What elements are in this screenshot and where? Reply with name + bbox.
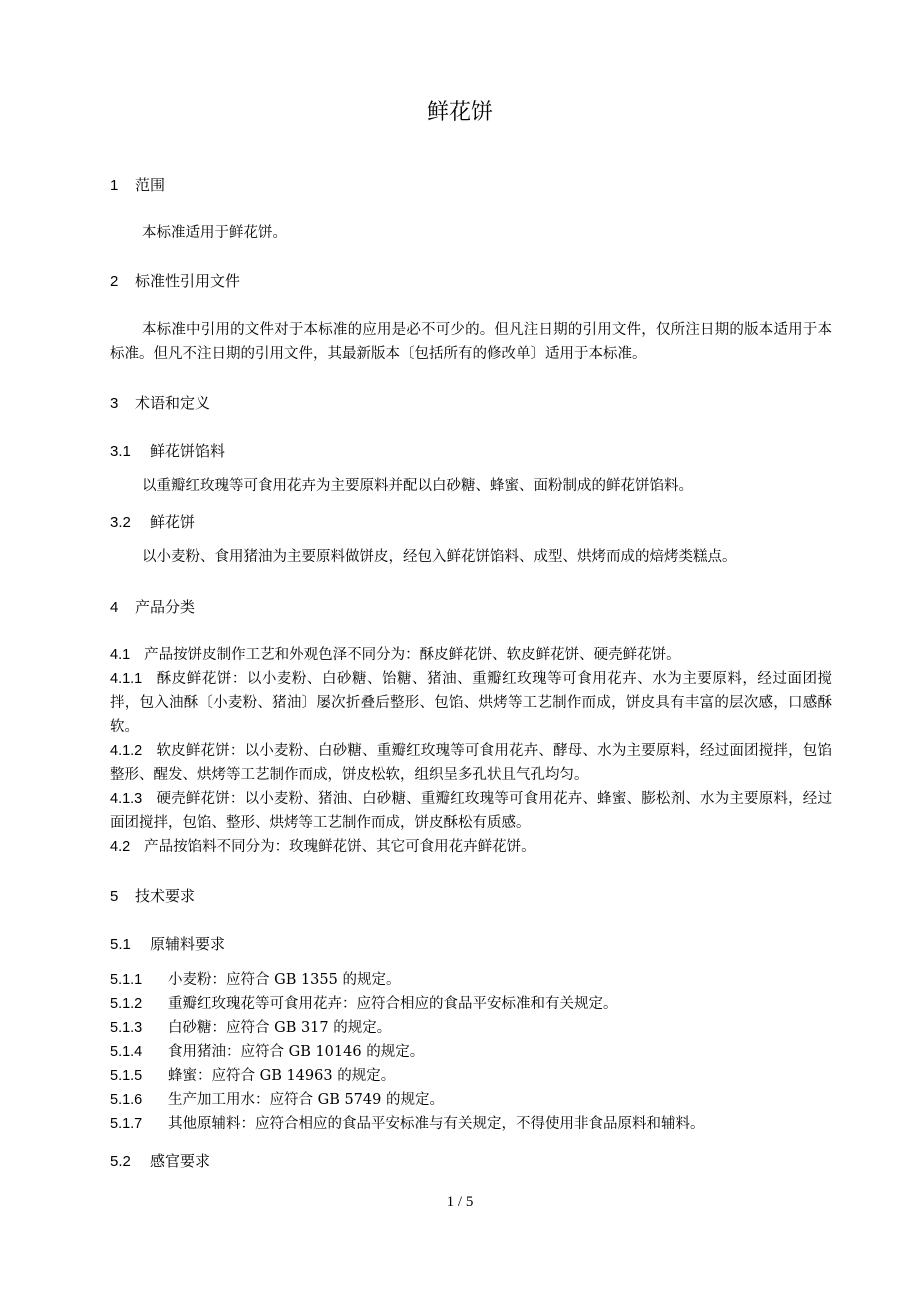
clause-number: 5.1.7 (110, 1116, 143, 1132)
clause-text: 食用猪油：应符合 GB 10146 的规定。 (168, 1044, 425, 1060)
section-4-heading (110, 596, 832, 619)
section-title: 鲜花饼 (150, 513, 196, 531)
clause-text: 重瓣红玫瑰花等可食用花卉：应符合相应的食品平安标准和有关规定。 (168, 996, 618, 1012)
section-title: 标准性引用文件 (135, 272, 241, 290)
section-4-1-1-paragraph (110, 667, 832, 739)
clause-text: 其他原辅料：应符合相应的食品平安标准与有关规定，不得使用非食品原料和辅料。 (168, 1116, 705, 1132)
document-title: 鲜花饼 (426, 100, 493, 125)
section-3-heading (110, 392, 832, 415)
clause-number: 4.1.3 (110, 791, 143, 807)
clause-number: 5.1.3 (110, 1020, 143, 1036)
list-item (110, 1088, 832, 1112)
clause-text: 产品按饼皮制作工艺和外观色泽不同分为：酥皮鲜花饼、软皮鲜花饼、硬壳鲜花饼。 (144, 647, 681, 663)
section-4-1-2-paragraph (110, 739, 832, 787)
section-1-heading (110, 174, 832, 197)
list-item (110, 992, 832, 1016)
list-item (110, 1016, 832, 1040)
section-2-heading (110, 270, 832, 293)
list-item (110, 968, 832, 992)
clause-number: 5.1.1 (110, 972, 143, 988)
section-title: 技术要求 (135, 887, 196, 905)
clause-text: 生产加工用水：应符合 GB 5749 的规定。 (168, 1092, 444, 1108)
section-4-1-3-paragraph (110, 787, 832, 835)
clause-number: 5.1.4 (110, 1044, 143, 1060)
section-3-1-text: 以重瓣红玫瑰等可食用花卉为主要原料并配以白砂糖、蜂蜜、面粉制成的鲜花饼馅料。 (142, 478, 693, 494)
section-4-2-paragraph (110, 835, 832, 859)
section-number: 1 (110, 177, 119, 194)
section-title: 感官要求 (150, 1152, 211, 1170)
section-number: 3.2 (110, 514, 131, 531)
clause-text: 白砂糖：应符合 GB 317 的规定。 (168, 1020, 392, 1036)
clause-number: 5.1.5 (110, 1068, 143, 1084)
page-number: 1 / 5 (446, 1194, 474, 1210)
section-3-2-text: 以小麦粉、食用猪油为主要原料做饼皮，经包入鲜花饼馅料、成型、烘烤而成的焙烤类糕点。 (142, 549, 737, 565)
clause-number: 5.1.2 (110, 996, 143, 1012)
section-title: 范围 (135, 176, 166, 194)
section-number: 3 (110, 395, 119, 412)
section-1-text: 本标准适用于鲜花饼。 (142, 225, 287, 241)
section-3-2-heading (110, 511, 832, 534)
section-5-heading (110, 885, 832, 908)
clause-number: 5.1.6 (110, 1092, 143, 1108)
clause-number: 4.2 (110, 839, 131, 855)
clause-number: 4.1.2 (110, 743, 143, 759)
section-title: 产品分类 (135, 598, 196, 616)
section-number: 5.2 (110, 1153, 131, 1170)
section-number: 2 (110, 273, 119, 290)
section-title: 鲜花饼馅料 (150, 442, 226, 460)
section-4-1-paragraph (110, 643, 832, 667)
clause-text: 小麦粉：应符合 GB 1355 的规定。 (168, 972, 401, 988)
section-number: 4 (110, 599, 119, 616)
section-title: 原辅料要求 (150, 935, 226, 953)
section-number: 5.1 (110, 936, 131, 953)
clause-text: 硬壳鲜花饼：以小麦粉、猪油、白砂糖、重瓣红玫瑰等可食用花卉、蜂蜜、膨松剂、水为主要原料，经过面团搅拌，包馅、整形、烘烤等工艺制作而成，饼皮酥松有质感。 (110, 791, 832, 831)
clause-text: 蜂蜜：应符合 GB 14963 的规定。 (168, 1068, 396, 1084)
section-number: 5 (110, 888, 119, 905)
clause-number: 4.1.1 (110, 671, 143, 687)
list-item (110, 1064, 832, 1088)
clause-text: 酥皮鲜花饼：以小麦粉、白砂糖、饴糖、猪油、重瓣红玫瑰等可食用花卉、水为主要原料，经过面团搅拌，包入油酥〔小麦粉、猪油〕屡次折叠后整形、包馅、烘烤等工艺制作而成，饼皮具有丰富的层次感，口感酥软。 (110, 671, 832, 735)
clause-text: 产品按馅料不同分为：玫瑰鲜花饼、其它可食用花卉鲜花饼。 (144, 839, 536, 855)
section-3-1-heading (110, 440, 832, 463)
section-number: 3.1 (110, 443, 131, 460)
list-item (110, 1112, 832, 1136)
clause-text: 软皮鲜花饼：以小麦粉、白砂糖、重瓣红玫瑰等可食用花卉、酵母、水为主要原料，经过面团搅拌，包馅整形、醒发、烘烤等工艺制作而成，饼皮松软，组织呈多孔状且气孔均匀。 (110, 743, 832, 783)
section-title: 术语和定义 (135, 394, 211, 412)
clause-number: 4.1 (110, 647, 131, 663)
section-2-text: 本标准中引用的文件对于本标准的应用是必不可少的。但凡注日期的引用文件，仅所注日期的版本适用于本标准。但凡不注日期的引用文件，其最新版本〔包括所有的修改单〕适用于本标准。 (110, 322, 832, 362)
section-5-2-heading (110, 1150, 832, 1173)
list-item (110, 1040, 832, 1064)
section-5-1-heading (110, 933, 832, 956)
